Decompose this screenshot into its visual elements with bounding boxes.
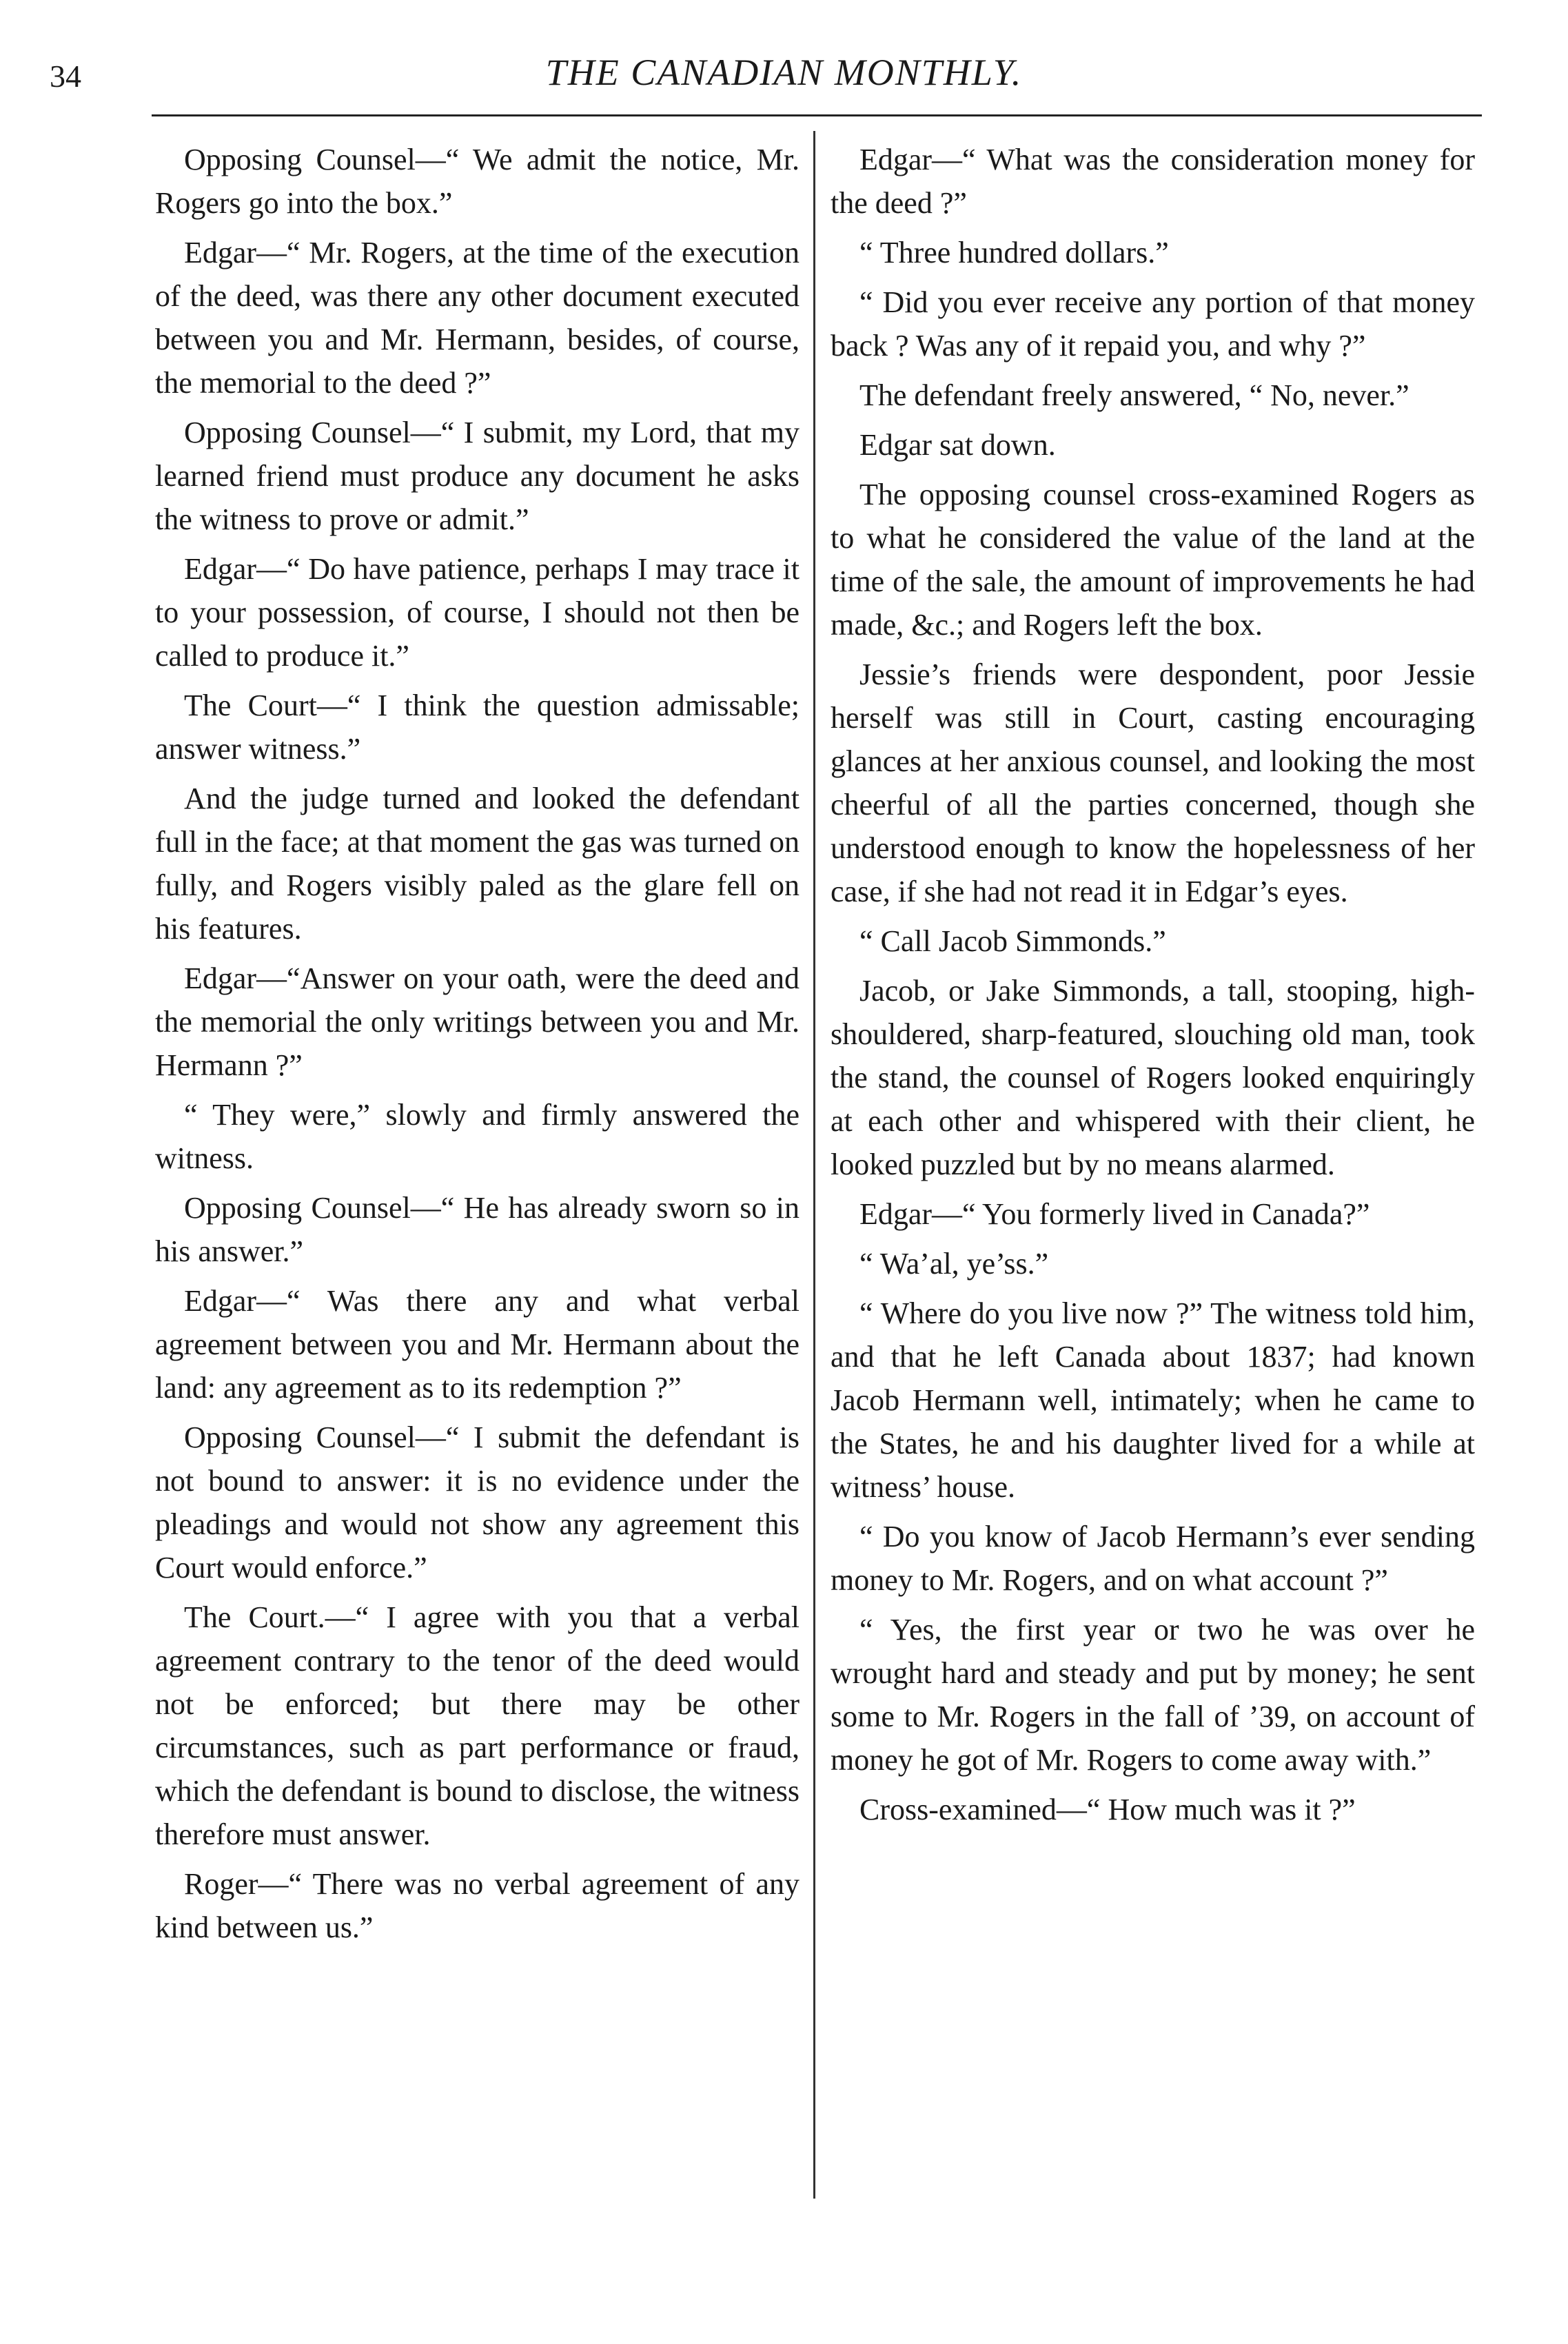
paragraph: Edgar—“ You formerly lived in Canada?”: [859, 1197, 1370, 1231]
paragraph: Roger—“ There was no verbal agreement of any kind between us.”: [155, 1867, 800, 1944]
paragraph: Edgar—“ Was there any and what verbal agreement between you and Mr. Hermann about the land: any agreement as to its redemption ?”: [155, 1284, 800, 1405]
paragraph: “ Wa’al, ye’ss.”: [859, 1247, 1049, 1281]
paragraph: “ Three hundred dollars.”: [859, 236, 1169, 269]
paragraph: “ Do you know of Jacob Hermann’s ever sending money to Mr. Rogers, and on what account ?”: [831, 1520, 1475, 1597]
paragraph: Edgar sat down.: [859, 428, 1056, 462]
paragraph: Edgar—“ Do have patience, perhaps I may trace it to your possession, of course, I should not then be called to produce it.”: [155, 552, 800, 673]
running-title: THE CANADIAN MONTHLY.: [545, 52, 1023, 93]
paragraph: “ Yes, the first year or two he was over he wrought hard and steady and put by money; he sent some to Mr. Rogers in the fall of ’39, on account of money he got of Mr. Rogers to come away with.”: [831, 1613, 1475, 1777]
paragraph: The opposing counsel cross-examined Rogers as to what he considered the value of the land at the time of the sale, the amount of improvements he had made, &c.; and Rogers left the box.: [831, 478, 1475, 642]
paragraph: Opposing Counsel—“ We admit the notice, Mr. Rogers go into the box.”: [155, 143, 800, 220]
page-number: 34: [50, 59, 81, 94]
left-column: [155, 138, 800, 1955]
paragraph: “ Did you ever receive any portion of that money back ? Was any of it repaid you, and why ?”: [831, 285, 1475, 363]
paragraph: Edgar—“ What was the consideration money for the deed ?”: [831, 143, 1475, 220]
paragraph: Jessie’s friends were despondent, poor Jessie herself was still in Court, casting encouraging glances at her anxious counsel, and looking the most cheerful of all the parties concerned, though she understood enough to know the hopelessness of her case, if she had not read it in Edgar’s eyes.: [831, 658, 1475, 908]
paragraph: “ Where do you live now ?” The witness told him, and that he left Canada about 1837; had known Jacob Hermann well, intimately; when he came to the States, he and his daughter lived for a while at witness’ house.: [831, 1296, 1475, 1504]
paragraph: Edgar—“Answer on your oath, were the deed and the memorial the only writings between you and Mr. Hermann ?”: [155, 961, 800, 1082]
paragraph: “ They were,” slowly and firmly answered the witness.: [155, 1098, 800, 1175]
paragraph: The Court—“ I think the question admissable; answer witness.”: [155, 689, 800, 766]
paragraph: The Court.—“ I agree with you that a verbal agreement contrary to the tenor of the deed would not be enforced; but there may be other circumstances, such as part performance or fraud, which the defendant is bound to disclose, the witness therefore must answer.: [155, 1600, 800, 1851]
header-rule: [152, 114, 1482, 116]
paragraph: And the judge turned and looked the defendant full in the face; at that moment the gas was turned on fully, and Rogers visibly paled as the glare fell on his features.: [155, 782, 800, 946]
paragraph: The defendant freely answered, “ No, never.”: [859, 378, 1409, 412]
paragraph: Jacob, or Jake Simmonds, a tall, stooping, high-shouldered, sharp-featured, slouching old man, took the stand, the counsel of Rogers looked enquiringly at each other and whispered with their client, he looked puzzled but by no means alarmed.: [831, 974, 1475, 1181]
paragraph: Cross-examined—“ How much was it ?”: [859, 1793, 1356, 1826]
page-header: [0, 0, 1568, 124]
right-column: [831, 138, 1475, 1837]
column-divider: [813, 131, 815, 2199]
paragraph: Opposing Counsel—“ I submit the defendant is not bound to answer: it is no evidence under the pleadings and would not show any agreement this Court would enforce.”: [155, 1420, 800, 1584]
paragraph: “ Call Jacob Simmonds.”: [859, 924, 1166, 958]
paragraph: Opposing Counsel—“ I submit, my Lord, that my learned friend must produce any document he asks the witness to prove or admit.”: [155, 416, 800, 536]
paragraph: Edgar—“ Mr. Rogers, at the time of the execution of the deed, was there any other document executed between you and Mr. Hermann, besides, of course, the memorial to the deed ?”: [155, 236, 800, 400]
paragraph: Opposing Counsel—“ He has already sworn so in his answer.”: [155, 1191, 800, 1268]
